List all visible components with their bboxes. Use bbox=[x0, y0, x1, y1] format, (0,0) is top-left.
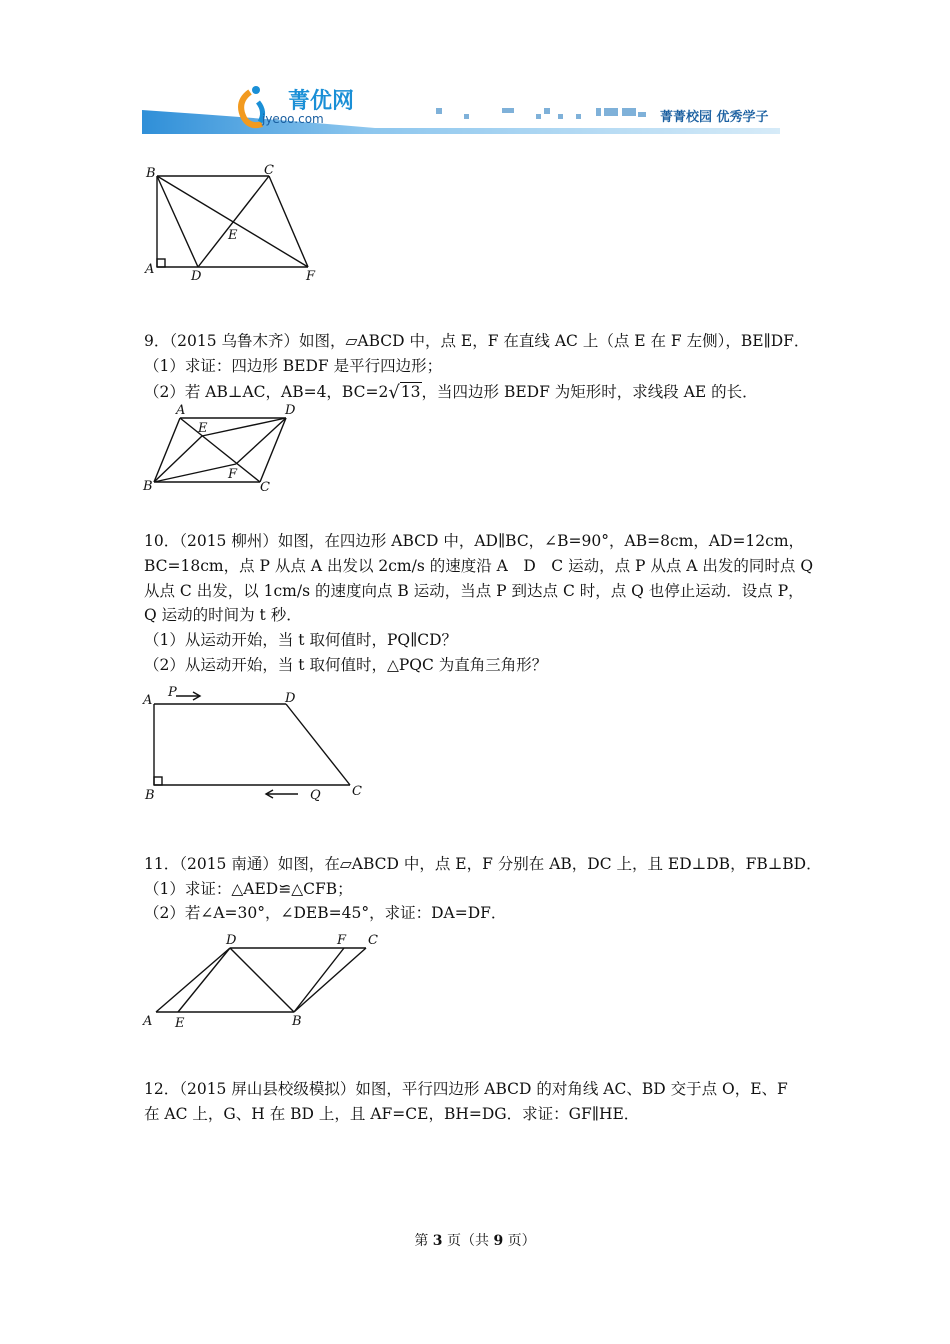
q9-line3-part2: ，当四边形 BEDF 为矩形时，求线段 AE 的长． bbox=[421, 383, 758, 401]
label-Q: Q bbox=[310, 788, 321, 803]
label-D: D bbox=[285, 403, 296, 418]
page-footer bbox=[0, 1230, 950, 1250]
label-E: E bbox=[175, 1016, 185, 1030]
sqrt-symbol: √ bbox=[388, 382, 400, 403]
label-D: D bbox=[191, 269, 202, 284]
label-F: F bbox=[228, 467, 238, 482]
label-A: A bbox=[176, 403, 186, 418]
q11-line2: （1）求证：△AED≌△CFB； bbox=[144, 880, 353, 898]
footer-prefix: 第 bbox=[414, 1233, 433, 1249]
label-D: D bbox=[285, 691, 296, 706]
q10-line1: 10．（2015 柳州）如图，在四边形 ABCD 中，AD∥BC，∠B=90°，AB=8cm，AD=12cm， bbox=[144, 532, 805, 550]
label-B: B bbox=[145, 788, 155, 803]
label-A: A bbox=[145, 262, 155, 277]
label-P: P bbox=[168, 685, 177, 700]
label-E: E bbox=[198, 421, 208, 436]
label-B: B bbox=[292, 1014, 302, 1029]
figure-q9 bbox=[140, 402, 300, 494]
figure-q11 bbox=[140, 930, 390, 1030]
page-header bbox=[140, 78, 780, 140]
q9-sqrt-value: 13 bbox=[400, 383, 421, 401]
figure-q10 bbox=[140, 682, 370, 804]
label-C: C bbox=[352, 784, 362, 799]
q9-line1: 9．（2015 乌鲁木齐）如图，▱ABCD 中，点 E，F 在直线 AC 上（点 E 在 F 左侧），BE∥DF． bbox=[144, 332, 810, 350]
label-D: D bbox=[226, 933, 237, 948]
q10-line5: （1）从运动开始，当 t 取何值时，PQ∥CD？ bbox=[144, 631, 458, 649]
footer-total-pages: 9 bbox=[493, 1233, 504, 1249]
label-A: A bbox=[143, 1014, 153, 1029]
logo-en: jyeoo.com bbox=[262, 112, 324, 126]
footer-suffix: 页） bbox=[503, 1233, 536, 1249]
q11-line3: （2）若∠A=30°，∠DEB=45°，求证：DA=DF． bbox=[144, 904, 507, 922]
label-F: F bbox=[306, 269, 316, 284]
footer-middle: 页（共 bbox=[442, 1233, 494, 1249]
label-C: C bbox=[368, 933, 378, 948]
label-B: B bbox=[146, 166, 156, 181]
q11-line1: 11．（2015 南通）如图，在▱ABCD 中，点 E，F 分别在 AB，DC 上，且 ED⊥DB，FB⊥BD． bbox=[144, 855, 822, 873]
label-C: C bbox=[260, 480, 270, 494]
q10-line6: （2）从运动开始，当 t 取何值时，△PQC 为直角三角形？ bbox=[144, 656, 548, 674]
header-slogan: 菁菁校园 优秀学子 bbox=[660, 110, 769, 125]
figure-q8 bbox=[140, 160, 330, 285]
q10-line3: 从点 C 出发，以 1cm/s 的速度向点 B 运动，当点 P 到达点 C 时，点 Q 也停止运动．设点 P， bbox=[144, 582, 804, 600]
footer-page-number: 3 bbox=[432, 1233, 443, 1249]
q12-line1: 12．（2015 屏山县校级模拟）如图，平行四边形 ABCD 的对角线 AC、BD 交于点 O，E、F bbox=[144, 1080, 788, 1098]
label-C: C bbox=[264, 163, 274, 178]
q9-line3-part1: （2）若 AB⊥AC，AB=4，BC=2 bbox=[144, 383, 389, 401]
q9-line2: （1）求证：四边形 BEDF 是平行四边形； bbox=[144, 357, 443, 375]
label-A: A bbox=[143, 693, 153, 708]
q10-line4: Q 运动的时间为 t 秒． bbox=[144, 606, 302, 624]
q10-line2: BC=18cm，点 P 从点 A 出发以 2cm/s 的速度沿 A D C 运动，点 P 从点 A 出发的同时点 Q bbox=[144, 557, 814, 575]
q12-line2: 在 AC 上，G、H 在 BD 上，且 AF=CE，BH=DG．求证：GF∥HE． bbox=[144, 1105, 640, 1123]
label-B: B bbox=[143, 479, 153, 494]
label-F: F bbox=[337, 933, 347, 948]
label-E: E bbox=[228, 228, 238, 243]
logo-cn: 菁优网 bbox=[288, 89, 355, 114]
